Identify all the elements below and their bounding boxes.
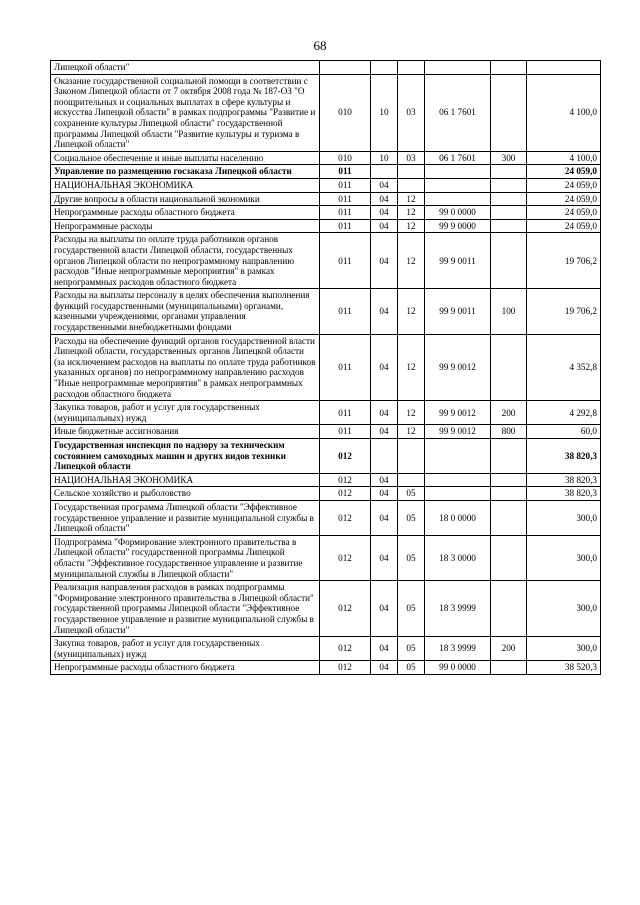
cell-expense-type: 800 xyxy=(491,425,527,439)
cell-gr-code: 011 xyxy=(320,233,371,289)
cell-name: Расходы на обеспечение функций органов государственной власти Липецкой области, государственных органов Липецкой области (за исключением расходов на выплаты по оплате труда работников указанных органов) по непрограммному направлению расходов "Иные непрограммные мероприятия" в рамках непрограммных расходов областного бюджета xyxy=(51,334,320,401)
cell-section: 04 xyxy=(371,206,398,220)
cell-name: Другие вопросы в области национальной экономики xyxy=(51,192,320,206)
cell-section: 04 xyxy=(371,473,398,487)
cell-name: Закупка товаров, работ и услуг для государственных (муниципальных) нужд xyxy=(51,401,320,425)
cell-gr-code: 012 xyxy=(320,439,371,474)
cell-gr-code: 011 xyxy=(320,334,371,401)
cell-amount: 19 706,2 xyxy=(527,233,601,289)
cell-amount: 19 706,2 xyxy=(527,289,601,334)
cell-name: НАЦИОНАЛЬНАЯ ЭКОНОМИКА xyxy=(51,473,320,487)
table-row xyxy=(51,192,601,206)
cell-subsection: 12 xyxy=(398,401,425,425)
cell-amount: 300,0 xyxy=(527,535,601,580)
cell-section: 04 xyxy=(371,425,398,439)
table-row xyxy=(51,425,601,439)
cell-target-item: 18 0 0000 xyxy=(425,500,491,535)
cell-target-item: 18 3 9999 xyxy=(425,581,491,637)
cell-section: 04 xyxy=(371,500,398,535)
table-row xyxy=(51,165,601,179)
cell-amount: 4 352,8 xyxy=(527,334,601,401)
cell-section: 04 xyxy=(371,219,398,233)
cell-name: Непрограммные расходы областного бюджета xyxy=(51,661,320,675)
cell-section: 04 xyxy=(371,334,398,401)
cell-gr-code: 012 xyxy=(320,500,371,535)
cell-target-item xyxy=(425,61,491,75)
cell-expense-type xyxy=(491,206,527,220)
cell-name: Социальное обеспечение и иные выплаты населению xyxy=(51,151,320,165)
cell-section: 04 xyxy=(371,178,398,192)
table-row xyxy=(51,178,601,192)
cell-target-item: 99 9 0012 xyxy=(425,334,491,401)
cell-gr-code: 011 xyxy=(320,192,371,206)
cell-target-item: 06 1 7601 xyxy=(425,74,491,151)
cell-subsection xyxy=(398,61,425,75)
table-row xyxy=(51,473,601,487)
cell-target-item xyxy=(425,165,491,179)
cell-subsection: 05 xyxy=(398,535,425,580)
cell-subsection: 03 xyxy=(398,74,425,151)
cell-subsection: 12 xyxy=(398,289,425,334)
cell-expense-type xyxy=(491,165,527,179)
cell-subsection: 05 xyxy=(398,500,425,535)
cell-gr-code: 011 xyxy=(320,289,371,334)
cell-gr-code: 011 xyxy=(320,425,371,439)
cell-amount: 300,0 xyxy=(527,637,601,661)
page-number: 68 xyxy=(313,38,327,53)
table-row xyxy=(51,661,601,675)
table-row xyxy=(51,151,601,165)
cell-name: Сельское хозяйство и рыболовство xyxy=(51,487,320,501)
cell-subsection: 12 xyxy=(398,334,425,401)
cell-subsection: 05 xyxy=(398,487,425,501)
cell-expense-type xyxy=(491,581,527,637)
cell-section: 04 xyxy=(371,487,398,501)
cell-target-item xyxy=(425,439,491,474)
cell-expense-type xyxy=(491,473,527,487)
cell-amount: 24 059,0 xyxy=(527,206,601,220)
cell-expense-type: 300 xyxy=(491,151,527,165)
table-row xyxy=(51,581,601,637)
cell-name: Государственная программа Липецкой области "Эффективное государственное управление и развитие муниципальной службы в Липецкой области" xyxy=(51,500,320,535)
cell-gr-code: 012 xyxy=(320,487,371,501)
cell-subsection xyxy=(398,178,425,192)
cell-subsection: 12 xyxy=(398,192,425,206)
cell-expense-type: 100 xyxy=(491,289,527,334)
cell-amount xyxy=(527,61,601,75)
cell-amount: 38 520,3 xyxy=(527,661,601,675)
cell-section: 10 xyxy=(371,74,398,151)
cell-target-item: 99 9 0012 xyxy=(425,401,491,425)
cell-gr-code: 012 xyxy=(320,473,371,487)
cell-name: Реализация направления расходов в рамках подпрограммы "Формирование электронного правительства в Липецкой области" государственной программы Липецкой области "Эффективное государственное управление и развитие муниципальной службы в Липецкой области" xyxy=(51,581,320,637)
cell-section: 04 xyxy=(371,661,398,675)
cell-gr-code: 012 xyxy=(320,535,371,580)
cell-target-item: 06 1 7601 xyxy=(425,151,491,165)
cell-gr-code: 012 xyxy=(320,661,371,675)
cell-subsection: 12 xyxy=(398,206,425,220)
cell-gr-code: 011 xyxy=(320,219,371,233)
cell-name: Оказание государственной социальной помощи в соответствии с Законом Липецкой области от 7 октября 2008 года № 187-ОЗ "О поощрительных и социальных выплатах в сфере культуры и искусства Липецкой области" в рамках подпрограммы "Развитие и сохранение культуры Липецкой области" государственной программы Липецкой области "Развитие культуры и туризма в Липецкой области" xyxy=(51,74,320,151)
cell-expense-type xyxy=(491,74,527,151)
cell-expense-type xyxy=(491,233,527,289)
cell-subsection xyxy=(398,439,425,474)
cell-amount: 38 820,3 xyxy=(527,487,601,501)
cell-subsection: 12 xyxy=(398,233,425,289)
cell-amount: 4 292,8 xyxy=(527,401,601,425)
cell-expense-type xyxy=(491,661,527,675)
cell-amount: 24 059,0 xyxy=(527,192,601,206)
cell-amount: 24 059,0 xyxy=(527,219,601,233)
table-row xyxy=(51,487,601,501)
cell-name: Государственная инспекция по надзору за техническим состоянием самоходных машин и других видов техники Липецкой области xyxy=(51,439,320,474)
table-row xyxy=(51,637,601,661)
cell-gr-code: 010 xyxy=(320,151,371,165)
cell-target-item xyxy=(425,192,491,206)
cell-subsection: 05 xyxy=(398,581,425,637)
cell-name: Непрограммные расходы xyxy=(51,219,320,233)
cell-gr-code: 011 xyxy=(320,178,371,192)
cell-name: Управление по размещению госзаказа Липецкой области xyxy=(51,165,320,179)
cell-amount: 38 820,3 xyxy=(527,473,601,487)
table-row xyxy=(51,535,601,580)
cell-amount: 60,0 xyxy=(527,425,601,439)
cell-name: Иные бюджетные ассигнования xyxy=(51,425,320,439)
cell-subsection: 03 xyxy=(398,151,425,165)
table-row xyxy=(51,233,601,289)
cell-target-item: 99 9 0011 xyxy=(425,233,491,289)
cell-expense-type xyxy=(491,439,527,474)
cell-name: Расходы на выплаты персоналу в целях обеспечения выполнения функций государственными (муниципальными) органами, казенными учреждениями, органами управления государственными внебюджетными фондами xyxy=(51,289,320,334)
cell-section: 04 xyxy=(371,535,398,580)
cell-amount: 24 059,0 xyxy=(527,165,601,179)
cell-name: НАЦИОНАЛЬНАЯ ЭКОНОМИКА xyxy=(51,178,320,192)
cell-target-item: 18 3 9999 xyxy=(425,637,491,661)
cell-amount: 4 100,0 xyxy=(527,151,601,165)
cell-target-item: 99 0 0000 xyxy=(425,661,491,675)
cell-section xyxy=(371,439,398,474)
cell-gr-code: 011 xyxy=(320,165,371,179)
cell-expense-type xyxy=(491,500,527,535)
cell-amount: 300,0 xyxy=(527,581,601,637)
cell-name: Непрограммные расходы областного бюджета xyxy=(51,206,320,220)
cell-target-item: 99 9 0011 xyxy=(425,289,491,334)
cell-expense-type xyxy=(491,192,527,206)
cell-expense-type xyxy=(491,535,527,580)
table-row xyxy=(51,401,601,425)
cell-target-item: 18 3 0000 xyxy=(425,535,491,580)
cell-expense-type xyxy=(491,334,527,401)
cell-amount: 300,0 xyxy=(527,500,601,535)
cell-expense-type xyxy=(491,219,527,233)
cell-target-item: 99 9 0012 xyxy=(425,425,491,439)
cell-section: 04 xyxy=(371,581,398,637)
cell-section: 04 xyxy=(371,289,398,334)
cell-section: 04 xyxy=(371,401,398,425)
budget-table xyxy=(50,60,601,675)
cell-gr-code: 012 xyxy=(320,637,371,661)
cell-section: 04 xyxy=(371,233,398,289)
cell-subsection xyxy=(398,165,425,179)
cell-target-item: 99 9 0000 xyxy=(425,219,491,233)
cell-subsection: 12 xyxy=(398,219,425,233)
cell-name: Липецкой области" xyxy=(51,61,320,75)
cell-amount: 24 059,0 xyxy=(527,178,601,192)
table-row xyxy=(51,61,601,75)
cell-target-item xyxy=(425,178,491,192)
table-row xyxy=(51,74,601,151)
cell-section xyxy=(371,165,398,179)
cell-section: 04 xyxy=(371,192,398,206)
cell-expense-type xyxy=(491,487,527,501)
cell-gr-code: 010 xyxy=(320,74,371,151)
cell-target-item: 99 0 0000 xyxy=(425,206,491,220)
cell-expense-type: 200 xyxy=(491,637,527,661)
cell-target-item xyxy=(425,473,491,487)
cell-subsection: 05 xyxy=(398,637,425,661)
table-row xyxy=(51,439,601,474)
cell-gr-code: 012 xyxy=(320,581,371,637)
cell-expense-type xyxy=(491,178,527,192)
cell-gr-code xyxy=(320,61,371,75)
table-row xyxy=(51,206,601,220)
cell-section: 04 xyxy=(371,637,398,661)
budget-table-body xyxy=(51,61,601,675)
table-row xyxy=(51,500,601,535)
cell-amount: 38 820,3 xyxy=(527,439,601,474)
cell-name: Подпрограмма "Формирование электронного правительства в Липецкой области" государственной программы Липецкой области "Эффективное государственное управление и развитие муниципальной службы в Липецкой области" xyxy=(51,535,320,580)
cell-gr-code: 011 xyxy=(320,206,371,220)
cell-name: Закупка товаров, работ и услуг для государственных (муниципальных) нужд xyxy=(51,637,320,661)
cell-subsection xyxy=(398,473,425,487)
cell-subsection: 12 xyxy=(398,425,425,439)
cell-name: Расходы на выплаты по оплате труда работников органов государственной власти Липецкой области, государственных органов Липецкой области по непрограммному направлению расходов "Иные непрограммные мероприятия" в рамках непрограммных расходов областного бюджета xyxy=(51,233,320,289)
table-row xyxy=(51,289,601,334)
cell-expense-type: 200 xyxy=(491,401,527,425)
cell-subsection: 05 xyxy=(398,661,425,675)
cell-target-item xyxy=(425,487,491,501)
cell-section: 10 xyxy=(371,151,398,165)
table-row xyxy=(51,219,601,233)
table-row xyxy=(51,334,601,401)
cell-gr-code: 011 xyxy=(320,401,371,425)
cell-expense-type xyxy=(491,61,527,75)
cell-section xyxy=(371,61,398,75)
cell-amount: 4 100,0 xyxy=(527,74,601,151)
